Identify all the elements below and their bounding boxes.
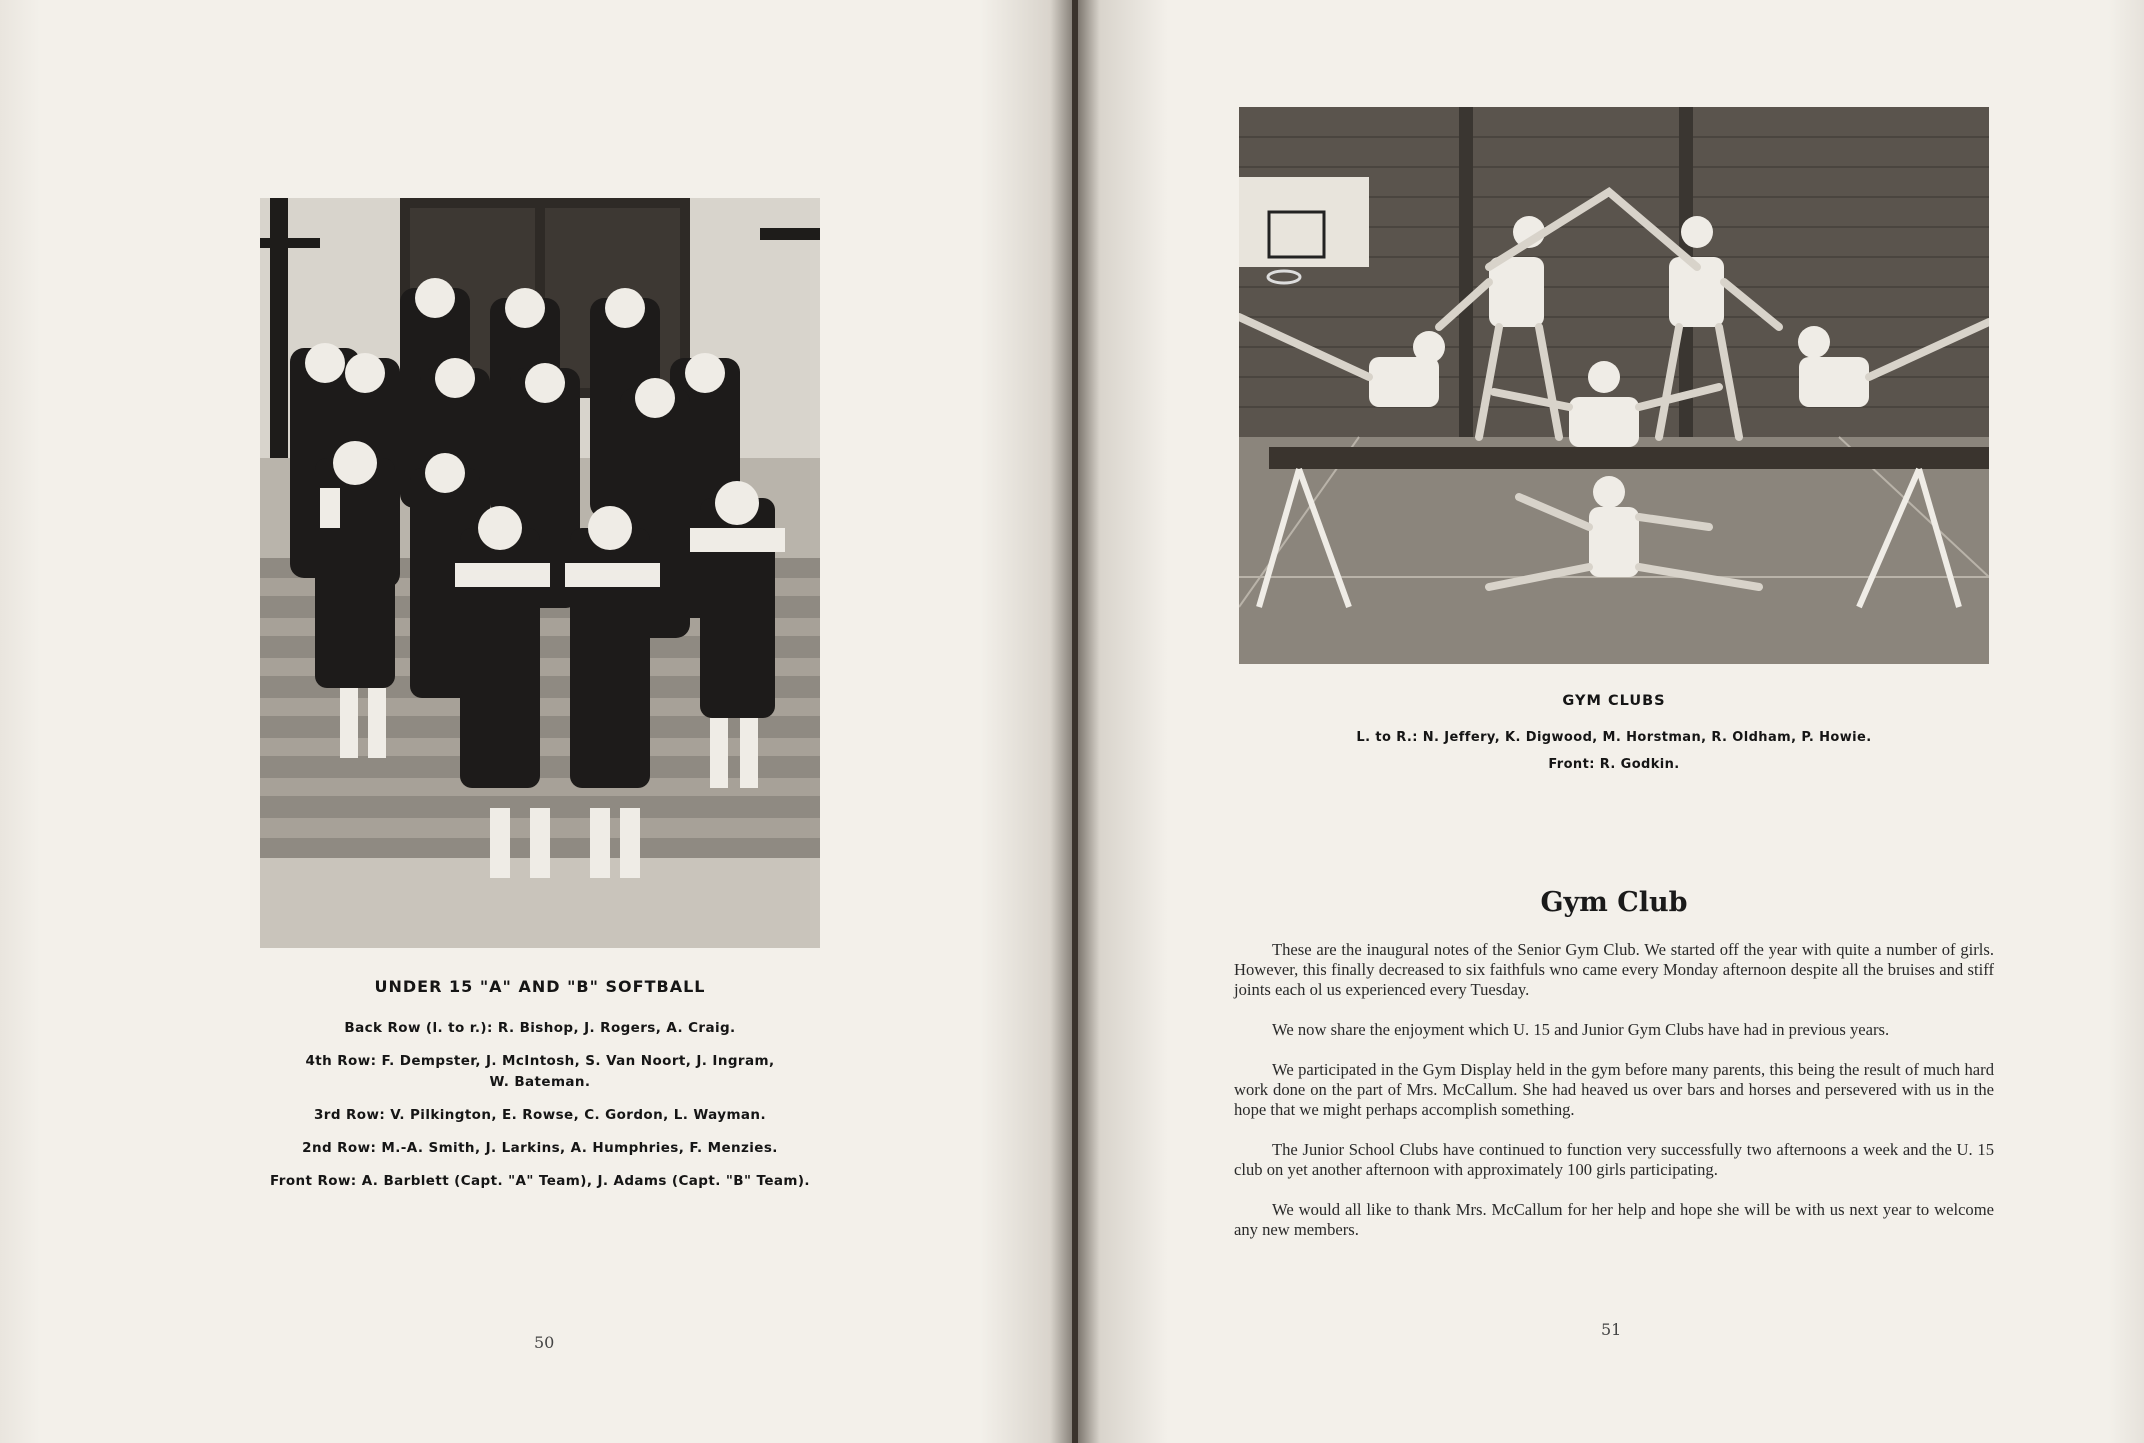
caption-title: UNDER 15 "A" AND "B" SOFTBALL (374, 977, 706, 996)
caption-line: Front: R. Godkin. (1548, 757, 1680, 772)
softball-team-photo (260, 198, 820, 948)
right-page (1078, 0, 2144, 1443)
caption-line: L. to R.: N. Jeffery, K. Digwood, M. Horstman, R. Oldham, P. Howie. (1356, 730, 1872, 745)
caption-title: GYM CLUBS (1562, 693, 1666, 709)
caption-line: 3rd Row: V. Pilkington, E. Rowse, C. Gordon, L. Wayman. (314, 1107, 766, 1123)
page-number: 51 (1601, 1320, 1622, 1339)
paragraph: We participated in the Gym Display held in the gym before many parents, this being the result of much hard work done on the part of Mrs. McCallum. She had heaved us over bars and horses and persevered with us in the hope that we might perhaps accomplish something. (1234, 1060, 1994, 1119)
caption-line: Front Row: A. Barblett (Capt. "A" Team), J. Adams (Capt. "B" Team). (270, 1173, 810, 1189)
page-number: 50 (534, 1333, 555, 1352)
caption-line: W. Bateman. (489, 1074, 591, 1090)
paragraph: We would all like to thank Mrs. McCallum for her help and hope she will be with us next year to welcome any new members. (1234, 1200, 1994, 1239)
article-body (1234, 940, 1994, 1260)
paragraph: These are the inaugural notes of the Senior Gym Club. We started off the year with quite a number of girls. However, this finally decreased to six faithfuls wno came every Monday afternoon despite all the bruises and stiff joints each ol us experienced every Tuesday. (1234, 940, 1994, 999)
paragraph: The Junior School Clubs have continued to function very successfully two afternoons a week and the U. 15 club on yet another afternoon with approximately 100 girls participating. (1234, 1140, 1994, 1179)
gym-caption (1214, 693, 2014, 787)
caption-line: Back Row (l. to r.): R. Bishop, J. Rogers, A. Craig. (344, 1020, 736, 1036)
caption-line: 2nd Row: M.-A. Smith, J. Larkins, A. Humphries, F. Menzies. (302, 1140, 778, 1156)
paragraph: We now share the enjoyment which U. 15 and Junior Gym Clubs have had in previous years. (1272, 1020, 1890, 1039)
caption-line: 4th Row: F. Dempster, J. McIntosh, S. Van Noort, J. Ingram, (305, 1053, 775, 1069)
article-heading: Gym Club (1540, 887, 1688, 918)
softball-caption (240, 977, 840, 1204)
gym-club-photo (1239, 107, 1989, 664)
